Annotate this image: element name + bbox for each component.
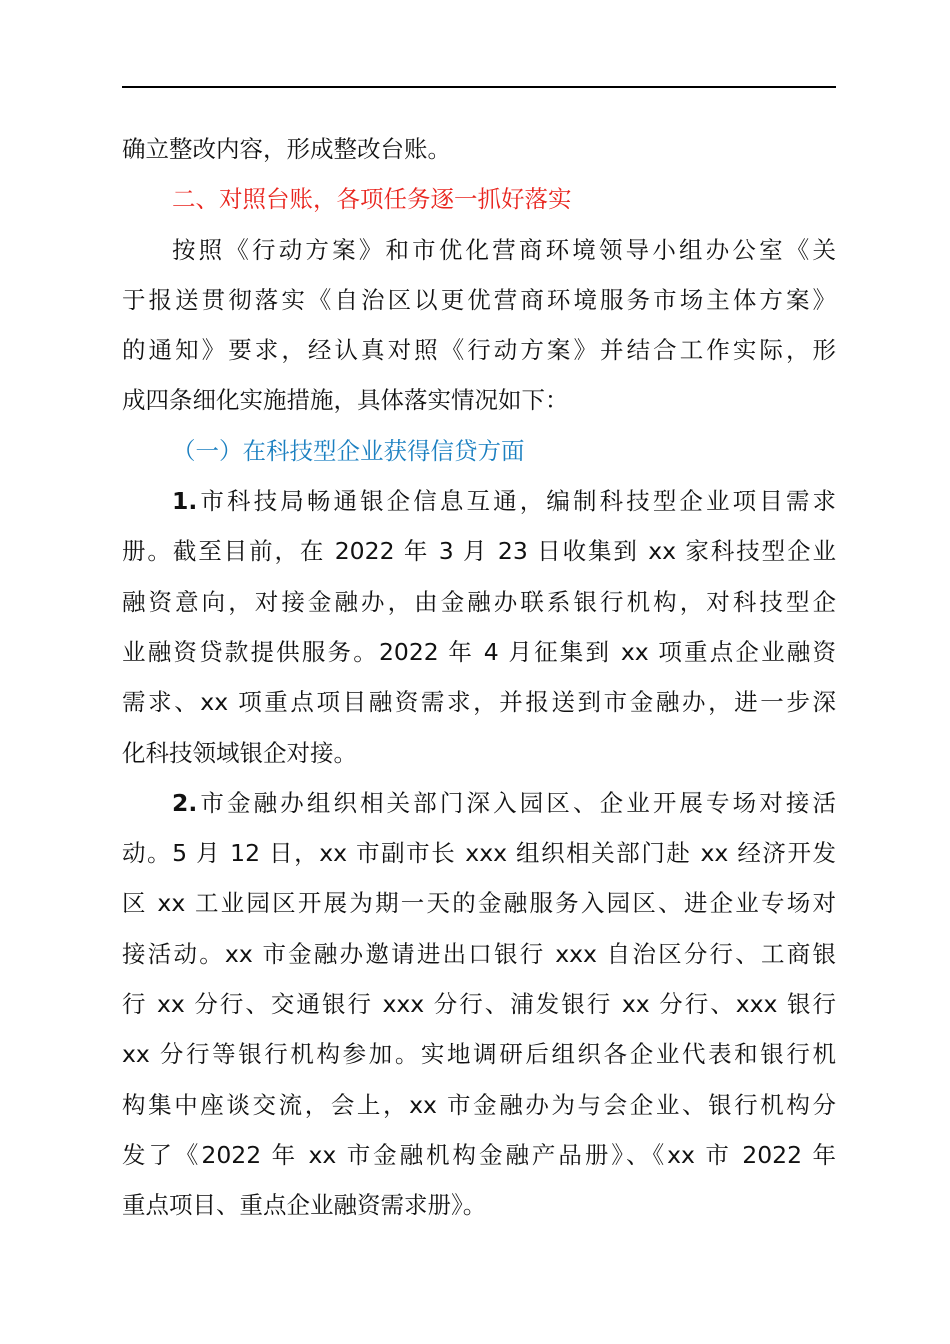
header-rule (122, 86, 836, 88)
item-text: 市金融办组织相关部门深入园区、企业开展专场对接活 (197, 788, 836, 817)
paragraph-line: 的通知》要求，经认真对照《行动方案》并结合工作实际，形 (122, 336, 836, 365)
paragraph-line: xx 分行等银行机构参加。实地调研后组织各企业代表和银行机 (122, 1040, 836, 1069)
item-2-first-line (122, 778, 836, 828)
paragraph-line: 成四条细化实施措施，具体落实情况如下： (122, 386, 569, 415)
paragraph-line: 动。5 月 12 日，xx 市副市长 xxx 组织相关部门赴 xx 经济开发 (122, 839, 836, 868)
paragraph-line: 业融资贷款提供服务。2022 年 4 月征集到 xx 项重点企业融资 (122, 637, 836, 666)
document-body (122, 124, 836, 1231)
paragraph-line: 行 xx 分行、交通银行 xxx 分行、浦发银行 xx 分行、xxx 银行 (122, 990, 836, 1019)
paragraph-line: 需求、xx 项重点项目融资需求，并报送到市金融办，进一步深 (122, 688, 836, 717)
subsection-heading-1: （一）在科技型企业获得信贷方面 (172, 436, 525, 465)
item-number: 2. (172, 788, 198, 817)
paragraph-line: 发了《2022 年 xx 市金融机构金融产品册》、《xx 市 2022 年 (122, 1140, 836, 1169)
paragraph-line: 册。截至目前，在 2022 年 3 月 23 日收集到 xx 家科技型企业 (122, 537, 836, 566)
section-heading-2: 二、对照台账，各项任务逐一抓好落实 (172, 185, 572, 214)
item-text: 市科技局畅通银企信息互通，编制科技型企业项目需求 (197, 487, 836, 516)
paragraph-line: 于报送贯彻落实《自治区以更优营商环境服务市场主体方案》 (122, 285, 836, 314)
paragraph-continuation: 确立整改内容，形成整改台账。 (122, 135, 451, 163)
paragraph-line: 构集中座谈交流，会上，xx 市金融办为与会企业、银行机构分 (122, 1090, 836, 1119)
paragraph-line: 区 xx 工业园区开展为期一天的金融服务入园区、进企业专场对 (122, 889, 836, 918)
item-number: 1. (172, 487, 198, 516)
item-1-first-line (122, 476, 836, 526)
paragraph-line: 化科技领域银企对接。 (122, 738, 357, 767)
paragraph-line: 重点项目、重点企业融资需求册》。 (122, 1191, 487, 1220)
paragraph-line: 接活动。xx 市金融办邀请进出口银行 xxx 自治区分行、工商银 (122, 939, 836, 968)
paragraph-line: 融资意向，对接金融办，由金融办联系银行机构，对科技型企 (122, 587, 836, 616)
paragraph-line: 按照《行动方案》和市优化营商环境领导小组办公室《关 (172, 235, 836, 264)
